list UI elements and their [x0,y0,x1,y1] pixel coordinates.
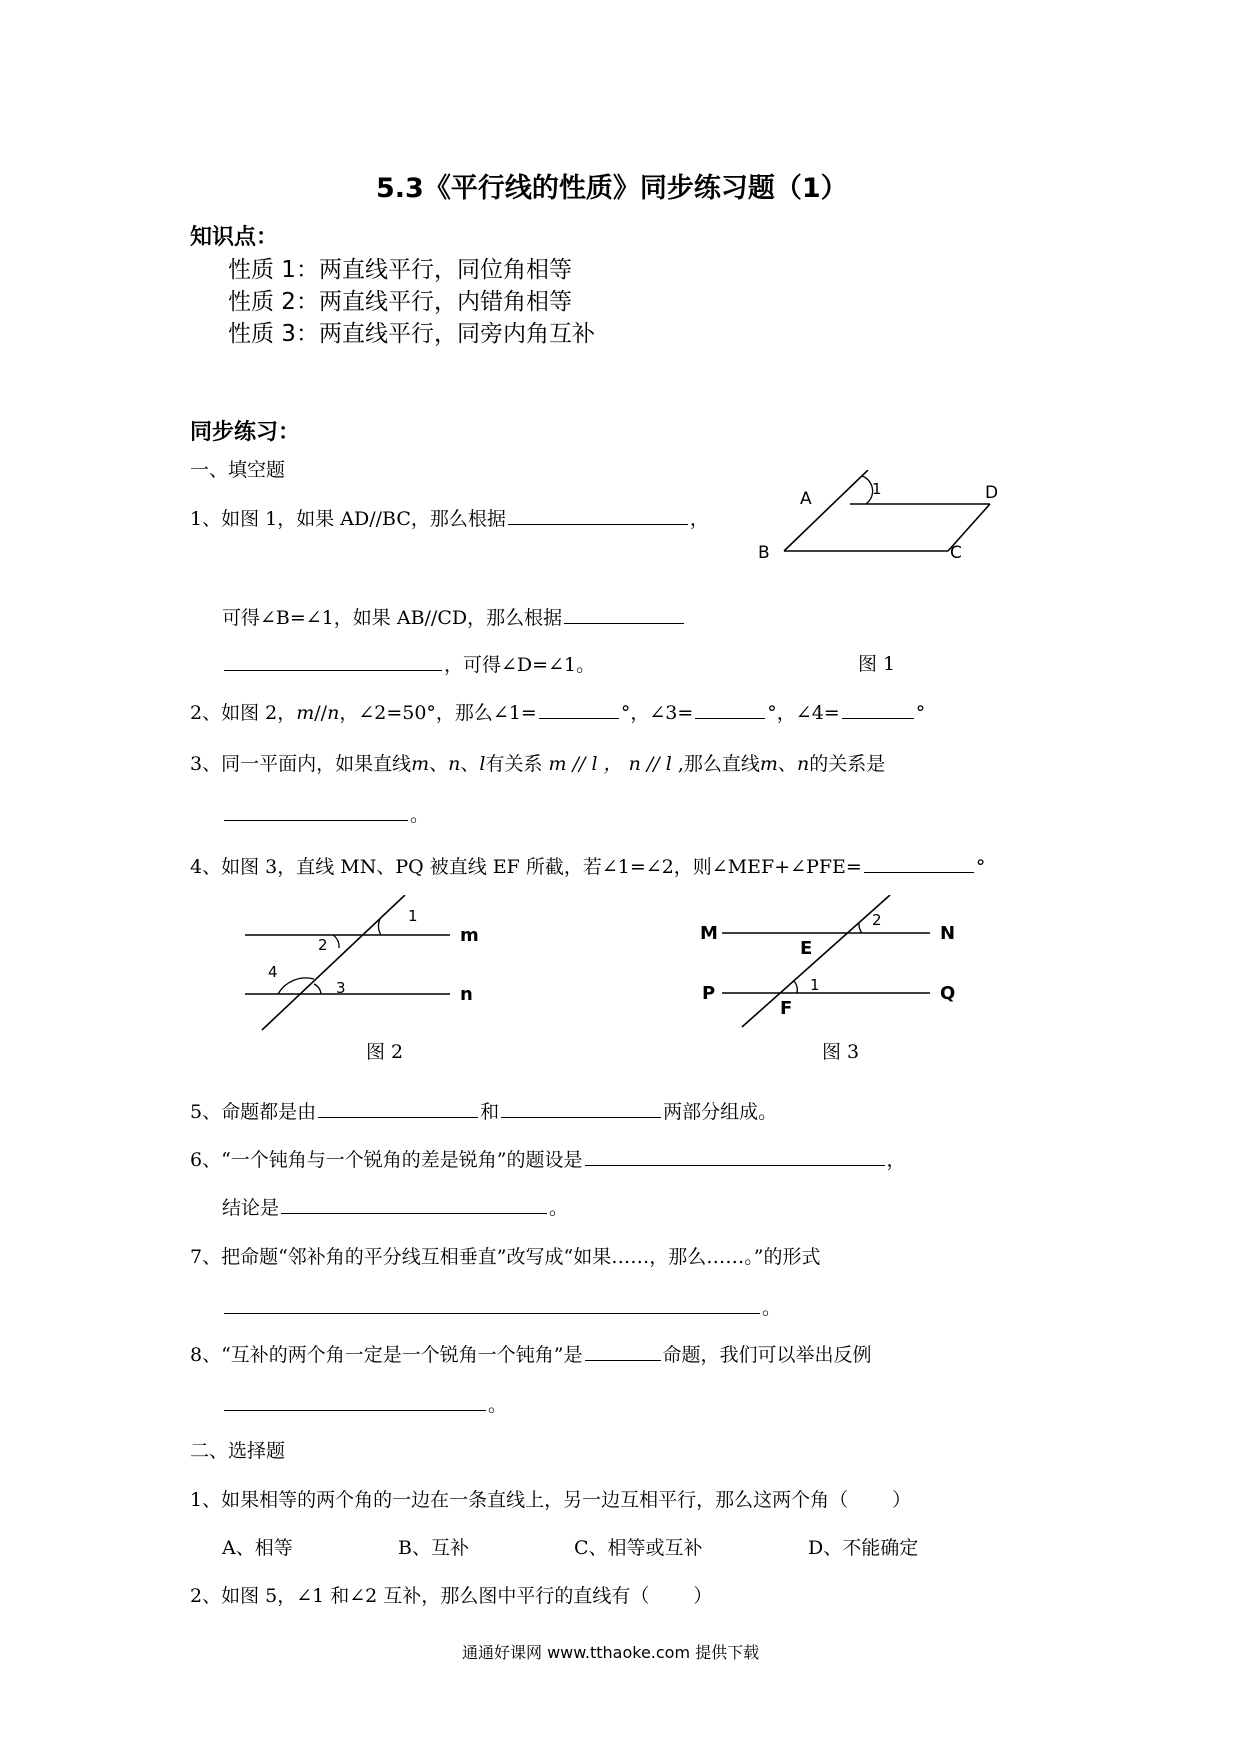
answer-blank[interactable] [864,852,974,873]
fig2-line-n: n [460,984,473,1005]
question-7-answer-line [222,1293,781,1322]
fig2-angle-3: 3 [336,979,346,997]
question-3-line-1 [190,750,885,778]
question-3-text-b: 有关系 [485,753,543,775]
fig1-label-a: A [800,489,812,509]
property-3: 性质 3：两直线平行，同旁内角互补 [228,321,595,347]
fig1-angle-label: 1 [872,480,882,498]
question-3-text-g: 。 [410,804,430,826]
question-3-sep: 、 [460,753,480,775]
fig3-label-n: N [940,923,956,944]
question-8-answer-line [222,1390,507,1419]
question-2-text-b: ，∠2=50°，那么∠1= [339,702,537,724]
question-3-n: n [448,753,461,775]
question-3-relation-2: n // l [622,753,678,775]
question-2-text-a: 2、如图 2， [190,702,297,724]
question-6-text-a: 6、“一个钝角与一个锐角的差是锐角”的题设是 [190,1149,583,1171]
fig2-angle-1: 1 [408,907,418,925]
answer-blank[interactable] [224,1390,486,1411]
choice-1-option-d[interactable]: D、不能确定 [808,1537,919,1559]
question-1-line-2 [222,603,686,632]
question-2-text-d: °，∠4= [767,702,840,724]
fig1-label-d: D [985,483,999,503]
question-2-m: m [296,702,315,724]
question-5-text-a: 5、命题都是由 [190,1101,317,1123]
question-3-m: m [759,753,778,775]
question-8-text-b: 命题，我们可以举出反例 [662,1344,872,1366]
question-1-text-c: 可得∠B=∠1，如果 AB//CD，那么根据 [222,607,563,629]
question-4-text-a: 4、如图 3，直线 MN、PQ 被直线 EF 所截，若∠1=∠2，则∠MEF+∠PFE= [190,856,862,878]
question-2-text-e: ° [915,702,926,724]
fig2-angle-4: 4 [268,963,278,981]
choice-1-text: 1、如果相等的两个角的一边在一条直线上，另一边互相平行，那么这两个角（ [190,1489,849,1511]
choice-1-close: ） [892,1489,912,1511]
answer-blank[interactable] [501,1097,661,1118]
fig2-angle-2: 2 [318,936,328,954]
question-3-text-a: 3、同一平面内，如果直线 [190,753,412,775]
answer-blank[interactable] [224,650,442,671]
fig3-label-q: Q [940,983,956,1004]
choice-1-option-b[interactable]: B、互补 [398,1537,469,1559]
answer-blank[interactable] [585,1145,885,1166]
choice-question-1 [190,1486,911,1514]
question-1-text-a: 1、如图 1，如果 AD//BC，那么根据 [190,508,506,530]
question-6-line-1 [190,1145,906,1174]
fig3-angle-2: 2 [872,911,882,929]
choice-2-text: 2、如图 5，∠1 和∠2 互补，那么图中平行的直线有（ [190,1585,650,1607]
answer-blank[interactable] [508,504,688,525]
question-1-text-d: ，可得∠D=∠1。 [444,654,596,676]
question-1-line-1 [190,504,709,533]
answer-blank[interactable] [539,698,619,719]
question-8-text-a: 8、“互补的两个角一定是一个锐角一个钝角”是 [190,1344,583,1366]
page-title: 5.3《平行线的性质》同步练习题（1） [376,173,848,204]
fig1-label-c: C [950,543,962,563]
answer-blank[interactable] [318,1097,478,1118]
question-2-text-c: °，∠3= [620,702,694,724]
question-3-sep: 、 [777,753,797,775]
figure-2-caption: 图 2 [366,1041,404,1063]
question-3-text-f: 的关系是 [809,753,886,775]
question-8-text-c: 。 [488,1394,508,1416]
figure-2 [240,895,500,1035]
footer-credit: 通通好课网 www.tthaoke.com 提供下载 [462,1643,760,1662]
fig3-label-f: F [780,998,793,1019]
question-3-sep: 、 [429,753,449,775]
choice-2-close: ） [693,1585,713,1607]
question-1-line-3 [222,650,595,679]
answer-blank[interactable] [564,603,684,624]
question-7: 7、把命题“邻补角的平分线互相垂直”改写成“如果……，那么……。”的形式 [190,1246,821,1268]
question-8 [190,1340,872,1369]
answer-blank[interactable] [281,1193,547,1214]
choice-question-2 [190,1582,712,1610]
choice-1-option-c[interactable]: C、相等或互补 [574,1537,703,1559]
knowledge-heading: 知识点： [190,225,279,250]
property-2: 性质 2：两直线平行，内错角相等 [228,289,572,315]
question-4-text-b: ° [975,856,986,878]
fill-section-heading: 一、填空题 [190,459,286,481]
question-3-line-2 [222,800,429,829]
figure-3-caption: 图 3 [822,1041,860,1063]
question-3-n: n [796,753,810,775]
choice-1-option-a[interactable]: A、相等 [222,1537,293,1559]
answer-blank[interactable] [842,698,914,719]
figure-1-caption: 图 1 [858,653,896,675]
question-6-line-2 [222,1193,568,1222]
question-6-text-c: 结论是 [222,1197,280,1219]
question-5-text-b: 和 [480,1101,500,1123]
figure-3 [690,895,970,1035]
answer-blank[interactable] [224,1293,760,1314]
question-2 [190,698,925,727]
question-1-text-b: ， [689,508,709,530]
question-5 [190,1097,777,1126]
figure-1 [750,470,1020,570]
fig3-label-m: M [700,923,718,944]
answer-blank[interactable] [224,800,408,821]
choice-section-heading: 二、选择题 [190,1440,286,1462]
question-5-text-c: 两部分组成。 [663,1101,778,1123]
fig1-label-b: B [758,543,770,563]
question-3-relation-1: m // l ， [542,753,623,775]
question-3-m: m [411,753,430,775]
fig2-line-m: m [460,925,479,946]
question-6-text-d: 。 [549,1197,569,1219]
practice-heading: 同步练习： [190,420,301,445]
fig3-label-e: E [800,938,813,959]
question-2-n: n [327,702,340,724]
fig3-label-p: P [702,983,716,1004]
question-3-l: l [479,753,486,775]
question-4 [190,852,985,881]
property-1: 性质 1：两直线平行，同位角相等 [228,257,572,283]
question-3-text-e: ,那么直线 [677,753,760,775]
question-7-text-b: 。 [762,1297,782,1319]
answer-blank[interactable] [585,1340,661,1361]
question-2-parallel: // [314,702,328,724]
question-6-text-b: ， [886,1149,906,1171]
answer-blank[interactable] [695,698,765,719]
fig3-angle-1: 1 [810,976,820,994]
